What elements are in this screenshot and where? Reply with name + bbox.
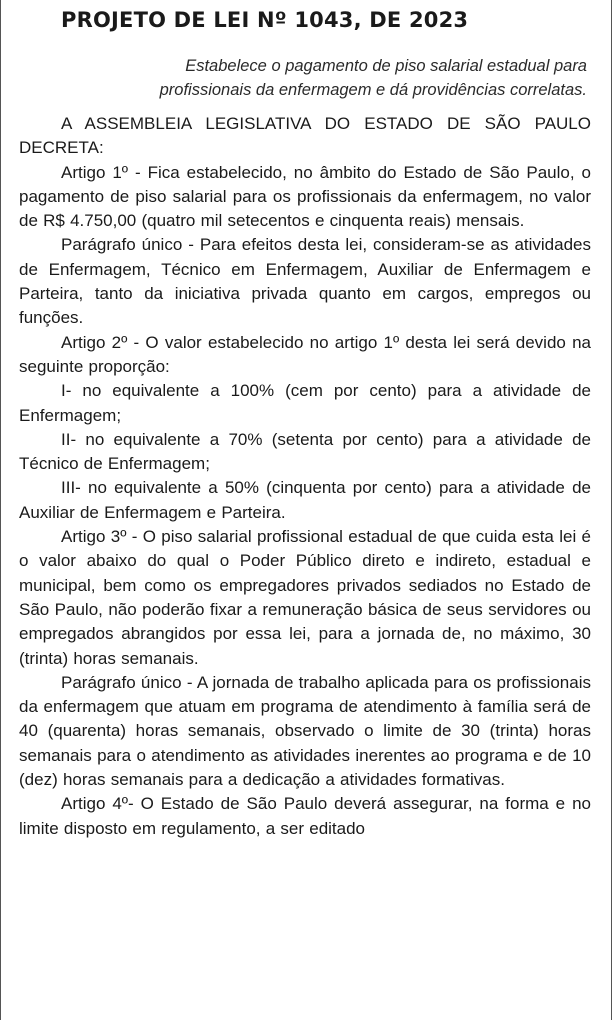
article-3: Artigo 3º - O piso salarial profissional estadual de que cuida esta lei é o valor abaixo do qual o Poder Público direto e indireto, estadual e municipal, bem como os empregadores privados sediados no Estado de São Paulo, não poderão fixar a remuneração básica de seus servidores ou empregados abrangidos por essa lei, para a jornada de, no máximo, 30 (trinta) horas semanais. <box>19 527 591 668</box>
article-3-sole-paragraph: Parágrafo único - A jornada de trabalho aplicada para os profissionais da enfermagem que atuam em programa de atendimento à família será de 40 (quarenta) horas semanais, observado o limite de 30 (trinta) horas semanais para o atendimento as atividades inerentes ao programa e de 10 (dez) horas semanais para a dedicação a atividades formativas. <box>19 672 591 790</box>
article-2-item-3: III- no equivalente a 50% (cinquenta por cento) para a atividade de Auxiliar de Enfermagem e Parteira. <box>19 478 591 522</box>
article-2-item-2: II- no equivalente a 70% (setenta por cento) para a atividade de Técnico de Enfermagem; <box>19 429 591 474</box>
article-2: Artigo 2º - O valor estabelecido no artigo 1º desta lei será devido na seguinte proporção: <box>19 332 591 376</box>
article-4: Artigo 4º- O Estado de São Paulo deverá assegurar, na forma e no limite disposto em regulamento, a ser editado <box>19 794 591 838</box>
decree-preamble: A ASSEMBLEIA LEGISLATIVA DO ESTADO DE SÃO PAULO DECRETA: <box>19 114 591 158</box>
article-1-sole-paragraph: Parágrafo único - Para efeitos desta lei, consideram-se as atividades de Enfermagem, Técnico em Enfermagem, Auxiliar de Enfermagem e Parteira, tanto da iniciativa privada quanto em cargos, empregos ou funções. <box>19 235 591 328</box>
bill-summary <box>19 54 587 102</box>
bill-body <box>19 112 591 841</box>
bill-summary-line: profissionais da enfermagem e dá providências correlatas. <box>159 81 587 99</box>
article-2-item-1: I- no equivalente a 100% (cem por cento) para a atividade de Enfermagem; <box>19 381 591 425</box>
bill-title: PROJETO DE LEI Nº 1043, DE 2023 <box>61 8 469 32</box>
article-1: Artigo 1º - Fica estabelecido, no âmbito do Estado de São Paulo, o pagamento de piso salarial para os profissionais da enfermagem, no valor de R$ 4.750,00 (quatro mil setecentos e cinquenta reais) mensais. <box>19 162 591 231</box>
bill-summary-line: Estabelece o pagamento de piso salarial estadual para <box>185 57 587 75</box>
